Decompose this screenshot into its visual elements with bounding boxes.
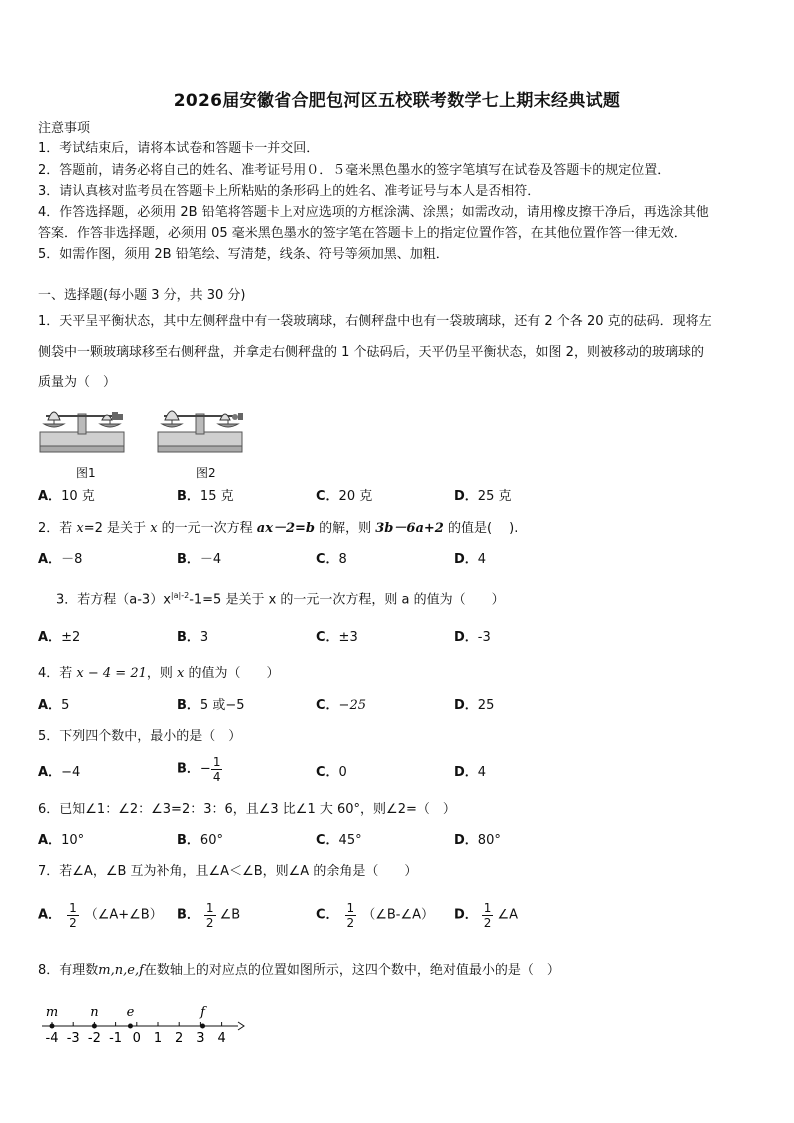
notice-item: 4．作答选择题，必须用 2B 铅笔将答题卡上对应选项的方框涂满、涂黑；如需改动，请用橡皮擦干净后，再选涂其他	[38, 205, 709, 220]
figure-1-caption: 图1	[76, 466, 96, 480]
option-a[interactable]	[38, 488, 95, 506]
option-b[interactable]: B．－4	[177, 552, 222, 567]
option-c[interactable]	[316, 488, 372, 506]
option-c[interactable]: C． $\frac{1}{2}$ （∠B-∠A）	[316, 901, 434, 930]
question-2-text: 2．若 x=2 是关于 x 的一元一次方程 ax－2=b 的解，则 3b－6a+2 的值是( ).	[38, 521, 519, 536]
point-e	[128, 1024, 133, 1029]
question-1-line: 质量为（ ）	[38, 375, 117, 390]
question-4-text: 4．若 x − 4 = 21，则 x 的值为（ ）	[38, 666, 280, 681]
balance-scale-figure-2	[156, 398, 244, 458]
number-line-tick-label: -2	[87, 1031, 101, 1046]
option-text: 10 克	[61, 489, 95, 504]
option-c[interactable]: C．0	[316, 765, 347, 780]
option-a[interactable]: A．10°	[38, 833, 85, 848]
option-d[interactable]: D．80°	[454, 833, 501, 848]
option-d[interactable]: D．4	[454, 552, 487, 567]
option-a[interactable]: A．－8	[38, 552, 83, 567]
option-c[interactable]: C．−25	[316, 698, 366, 713]
option-b[interactable]: B．3	[177, 630, 209, 645]
question-1-line: 侧袋中一颗玻璃球移至右侧秤盘，并拿走右侧秤盘的 1 个砝码后，天平仍呈平衡状态，如图 2，则被移动的玻璃球的	[38, 345, 704, 360]
page-title: 2026届安徽省合肥包河区五校联考数学七上期末经典试题	[173, 91, 621, 111]
option-letter: B．	[177, 489, 200, 504]
number-line-tick-label: 2	[175, 1031, 184, 1046]
notice-item: 2．答题前，请务必将自己的姓名、准考证号用０．５毫米黑色墨水的签字笔填写在试卷及答题卡的规定位置．	[38, 163, 671, 178]
number-line-tick-label: -1	[109, 1031, 123, 1046]
number-line	[38, 998, 248, 1048]
option-b[interactable]: B． $\frac{1}{2}$ ∠B	[177, 901, 241, 930]
balance-scale-figure-1	[38, 398, 126, 458]
notice-item: 3．请认真核对监考员在答题卡上所粘贴的条形码上的姓名、准考证号与本人是否相符．	[38, 184, 541, 199]
notice-item: 5．如需作图，须用 2B 铅笔绘、写清楚，线条、符号等须加黑、加粗．	[38, 247, 449, 262]
point-label-e: e	[126, 1005, 135, 1020]
option-a[interactable]: A．±2	[38, 630, 81, 645]
option-d[interactable]	[454, 488, 511, 506]
notice-item: 答案．作答非选择题，必须用 05 毫米黑色墨水的签字笔在答题卡上的指定位置作答，在其他位置作答一律无效．	[38, 226, 687, 241]
option-letter: D．	[454, 489, 478, 504]
number-line-tick-label: 0	[132, 1031, 141, 1046]
option-d[interactable]: D．25	[454, 698, 495, 713]
option-c[interactable]: C．8	[316, 552, 347, 567]
option-a[interactable]: A． $\frac{1}{2}$ （∠A+∠B）	[38, 901, 163, 930]
point-f	[200, 1024, 205, 1029]
option-text: 15 克	[199, 489, 234, 504]
point-m	[50, 1024, 55, 1029]
option-b[interactable]: B．60°	[177, 833, 223, 848]
number-line-tick-label: -3	[66, 1031, 80, 1046]
point-label-m: m	[45, 1005, 59, 1020]
option-d[interactable]: D．4	[454, 765, 487, 780]
section-heading: 一、选择题(每小题 3 分，共 30 分)	[38, 288, 246, 303]
figure-2-caption: 图2	[196, 466, 216, 480]
notice-item: 1．考试结束后，请将本试卷和答题卡一并交回．	[38, 141, 320, 156]
option-d[interactable]: D． $\frac{1}{2}$ ∠A	[454, 901, 518, 930]
number-line-tick-label: 4	[217, 1031, 226, 1046]
question-1-line: 1．天平呈平衡状态，其中左侧秤盘中有一袋玻璃球，右侧秤盘中也有一袋玻璃球，还有 2 个各 20 克的砝码．现将左	[38, 314, 712, 329]
option-c[interactable]: C．±3	[316, 630, 358, 645]
option-text: 25 克	[477, 489, 512, 504]
question-7-text: 7．若∠A，∠B 互为补角，且∠A＜∠B，则∠A 的余角是（ ）	[38, 864, 418, 879]
question-6-text: 6．已知∠1：∠2：∠3=2：3：6，且∠3 比∠1 大 60°，则∠2=（ ）	[38, 802, 456, 817]
option-letter: A．	[38, 489, 62, 504]
point-label-f: f	[200, 1005, 205, 1020]
question-8-text: 8．有理数m,n,e,f在数轴上的对应点的位置如图所示，这四个数中，绝对值最小的是（ ）	[38, 963, 560, 978]
option-b[interactable]	[177, 488, 234, 506]
point-label-n: n	[90, 1005, 99, 1020]
notice-heading: 注意事项	[38, 121, 91, 136]
question-5-text: 5．下列四个数中，最小的是（ ）	[38, 729, 242, 744]
option-d[interactable]: D．-3	[454, 630, 491, 645]
option-b[interactable]: B．5 或−5	[177, 698, 245, 713]
number-line-tick-label: 3	[196, 1031, 205, 1046]
option-a[interactable]: A．5	[38, 698, 70, 713]
option-c[interactable]: C．45°	[316, 833, 362, 848]
point-n	[92, 1024, 97, 1029]
option-a[interactable]: A．−4	[38, 765, 81, 780]
option-letter: C．	[316, 489, 339, 504]
question-3-text: 3．若方程$(a-3)x^{|a|-2}-1=5$ 是关于 x 的一元一次方程，则 a 的值为（ ）	[56, 591, 505, 608]
option-text: 20 克	[338, 489, 373, 504]
option-b[interactable]: B．− $\frac{1}{4}$	[177, 755, 221, 784]
number-line-tick-label: 1	[153, 1031, 163, 1046]
number-line-tick-label: -4	[45, 1031, 59, 1046]
